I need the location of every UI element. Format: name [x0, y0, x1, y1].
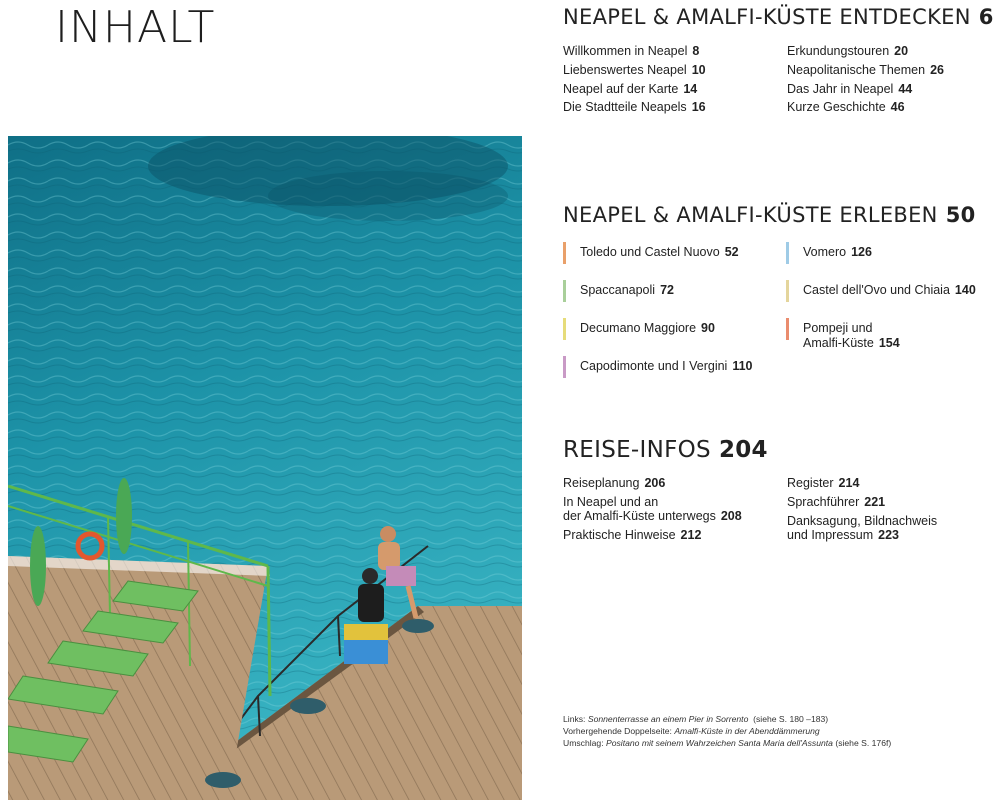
photo-sun-terrace-pier — [8, 136, 522, 800]
district-entry-spaccanapoli[interactable]: Spaccanapoli 72 — [563, 278, 753, 316]
district-entry-castel-dell-ovo[interactable]: Castel dell'Ovo und Chiaia 140 — [786, 278, 976, 316]
toc-entry[interactable]: Register 214 — [787, 476, 860, 490]
toc-entry[interactable]: Liebenswertes Neapel 10 — [563, 62, 706, 77]
toc-column-left — [563, 42, 706, 117]
toc-column-right — [787, 474, 937, 542]
toc-entry[interactable]: Neapel auf der Karte 14 — [563, 81, 698, 96]
district-entry-vomero[interactable]: Vomero 126 — [786, 240, 976, 278]
caption-line: Vorhergehende Doppelseite: Amalfi-Küste in der Abenddämmerung — [563, 725, 820, 736]
section-heading-erleben — [563, 203, 976, 227]
district-color-bar — [786, 280, 789, 302]
section-heading-text: NEAPEL & AMALFI-KÜSTE ENTDECKEN — [563, 5, 971, 29]
photo-captions — [563, 714, 891, 749]
toc-entry[interactable]: Erkundungstouren 20 — [787, 44, 909, 58]
district-column-left — [563, 240, 753, 392]
section-page-number: 204 — [718, 437, 768, 463]
district-color-bar — [563, 356, 566, 378]
toc-entry[interactable]: Reiseplanung 206 — [563, 476, 666, 490]
district-entry-pompeji[interactable]: Pompeji und Amalfi-Küste 154 — [786, 316, 976, 354]
section-page-number: 50 — [945, 203, 976, 227]
toc-entry[interactable]: Das Jahr in Neapel 44 — [787, 81, 913, 96]
toc-entry[interactable]: Willkommen in Neapel 8 — [563, 44, 700, 58]
district-color-bar — [563, 318, 566, 340]
caption-line: Links: Sonnenterrasse an einem Pier in Sorrento (siehe S. 180 –183) — [563, 714, 829, 724]
toc-entry[interactable]: Danksagung, Bildnachweis und Impressum 223 — [787, 513, 938, 542]
page-title: INHALT — [55, 2, 216, 53]
section-page-number: 6 — [978, 5, 994, 29]
district-color-bar — [786, 318, 789, 340]
toc-column-left — [563, 474, 742, 545]
toc-entry[interactable]: Die Stadtteile Neapels 16 — [563, 100, 706, 115]
section-heading-text: NEAPEL & AMALFI-KÜSTE ERLEBEN — [563, 203, 938, 227]
district-color-bar — [786, 242, 789, 264]
section-heading-reise-infos — [563, 437, 768, 463]
district-entry-toledo[interactable]: Toledo und Castel Nuovo 52 — [563, 240, 753, 278]
district-column-right — [786, 240, 976, 354]
district-entry-decumano[interactable]: Decumano Maggiore 90 — [563, 316, 753, 354]
toc-entry[interactable]: Kurze Geschichte 46 — [787, 100, 905, 115]
toc-entry[interactable]: Sprachführer 221 — [787, 494, 886, 509]
section-heading-text: REISE-INFOS — [563, 437, 711, 463]
district-color-bar — [563, 242, 566, 264]
caption-line: Umschlag: Positano mit seinem Wahrzeichen Santa Maria dell'Assunta (siehe S. 176f) — [563, 737, 892, 748]
toc-column-right — [787, 42, 944, 117]
district-color-bar — [563, 280, 566, 302]
toc-entry[interactable]: Neapolitanische Themen 26 — [787, 62, 944, 77]
section-heading-entdecken — [563, 5, 994, 29]
district-entry-capodimonte[interactable]: Capodimonte und I Vergini 110 — [563, 354, 753, 392]
toc-entry[interactable]: Praktische Hinweise 212 — [563, 527, 702, 542]
toc-entry[interactable]: In Neapel und an der Amalfi-Küste unterwegs 208 — [563, 494, 742, 523]
